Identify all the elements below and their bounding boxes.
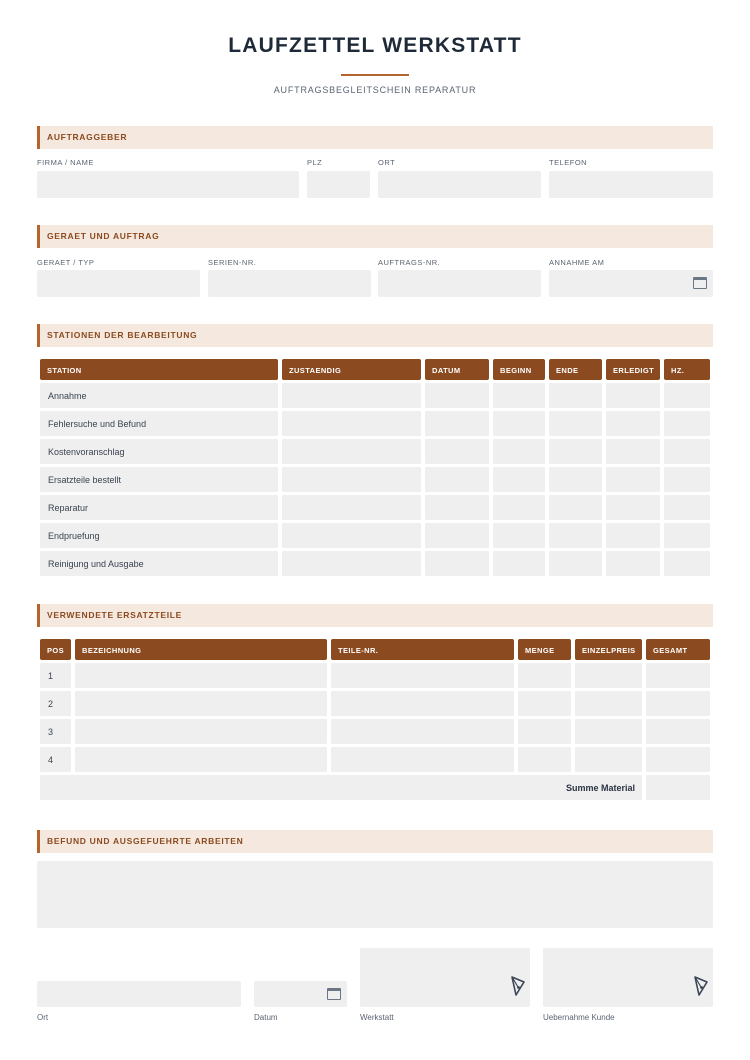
done-cell[interactable]	[606, 495, 660, 520]
part-number-cell[interactable]	[331, 663, 514, 688]
end-cell[interactable]	[549, 439, 602, 464]
start-cell[interactable]	[493, 411, 545, 436]
date-cell[interactable]	[425, 411, 489, 436]
date-cell[interactable]	[425, 439, 489, 464]
station-cell	[40, 467, 278, 492]
section-device	[37, 225, 713, 248]
done-cell[interactable]	[606, 467, 660, 492]
initials-cell[interactable]	[664, 439, 710, 464]
section-client-title: AUFTRAGGEBER	[47, 132, 128, 142]
findings-textarea[interactable]	[37, 861, 713, 928]
end-cell[interactable]	[549, 523, 602, 548]
start-cell[interactable]	[493, 495, 545, 520]
description-cell[interactable]	[75, 747, 327, 772]
start-cell[interactable]	[493, 383, 545, 408]
workshop-signature-field[interactable]	[360, 948, 530, 1007]
pos-cell	[40, 747, 71, 772]
label-device-type: GERAET / TYP	[37, 258, 95, 267]
station-cell	[40, 523, 278, 548]
page-subtitle: AUFTRAGSBEGLEITSCHEIN REPARATUR	[273, 85, 477, 95]
station-cell	[40, 439, 278, 464]
page-title: LAUFZETTEL WERKSTATT	[228, 34, 522, 57]
pos-cell	[40, 719, 71, 744]
col-station: STATION	[40, 359, 278, 380]
unit-price-cell[interactable]	[575, 691, 642, 716]
end-cell[interactable]	[549, 551, 602, 576]
end-cell[interactable]	[549, 495, 602, 520]
serial-field[interactable]	[208, 270, 371, 297]
responsible-cell[interactable]	[282, 467, 421, 492]
col-end: ENDE	[549, 359, 602, 380]
col-total: GESAMT	[646, 639, 710, 660]
order-number-field[interactable]	[378, 270, 541, 297]
done-cell[interactable]	[606, 551, 660, 576]
station-name: Annahme	[48, 391, 87, 401]
total-cell[interactable]	[646, 691, 710, 716]
label-date: Datum	[254, 1013, 278, 1022]
pos-cell	[40, 691, 71, 716]
date-cell[interactable]	[425, 495, 489, 520]
quantity-cell[interactable]	[518, 663, 571, 688]
col-responsible: ZUSTAENDIG	[282, 359, 421, 380]
station-cell	[40, 495, 278, 520]
pen-icon	[693, 975, 709, 997]
section-device-title: GERAET UND AUFTRAG	[47, 231, 160, 241]
title-divider	[341, 74, 409, 76]
description-cell[interactable]	[75, 663, 327, 688]
total-cell[interactable]	[646, 663, 710, 688]
station-name: Reinigung und Ausgabe	[48, 559, 144, 569]
col-start: BEGINN	[493, 359, 545, 380]
pos-number: 3	[48, 727, 54, 737]
initials-cell[interactable]	[664, 411, 710, 436]
station-name: Kostenvoranschlag	[48, 447, 125, 457]
end-cell[interactable]	[549, 411, 602, 436]
end-cell[interactable]	[549, 467, 602, 492]
date-cell[interactable]	[425, 551, 489, 576]
received-date-field[interactable]	[549, 270, 713, 297]
place-field[interactable]	[37, 981, 241, 1007]
col-done: ERLEDIGT	[606, 359, 660, 380]
initials-cell[interactable]	[664, 467, 710, 492]
station-name: Reparatur	[48, 503, 89, 513]
done-cell[interactable]	[606, 523, 660, 548]
pos-cell	[40, 663, 71, 688]
label-city: ORT	[378, 158, 396, 167]
label-workshop: Werkstatt	[360, 1013, 394, 1022]
end-cell[interactable]	[549, 383, 602, 408]
station-name: Endpruefung	[48, 531, 100, 541]
station-cell	[40, 411, 278, 436]
quantity-cell[interactable]	[518, 691, 571, 716]
quantity-cell[interactable]	[518, 719, 571, 744]
responsible-cell[interactable]	[282, 523, 421, 548]
section-findings	[37, 830, 713, 853]
label-customer-pickup: Uebernahme Kunde	[543, 1013, 615, 1022]
city-field[interactable]	[378, 171, 541, 198]
station-cell	[40, 551, 278, 576]
customer-signature-field[interactable]	[543, 948, 713, 1007]
label-serial: SERIEN-NR.	[208, 258, 257, 267]
done-cell[interactable]	[606, 439, 660, 464]
initials-cell[interactable]	[664, 523, 710, 548]
sum-material-label: Summe Material	[565, 783, 635, 793]
zip-field[interactable]	[307, 171, 370, 198]
responsible-cell[interactable]	[282, 411, 421, 436]
col-part-number: TEILE-NR.	[331, 639, 514, 660]
sum-row	[40, 775, 642, 800]
start-cell[interactable]	[493, 551, 545, 576]
label-received-on: ANNAHME AM	[549, 258, 605, 267]
company-name-field[interactable]	[37, 171, 299, 198]
section-stations-title: STATIONEN DER BEARBEITUNG	[47, 330, 198, 340]
calendar-icon[interactable]	[693, 277, 707, 289]
section-parts-title: VERWENDETE ERSATZTEILE	[47, 610, 183, 620]
col-unit-price: EINZELPREIS	[575, 639, 642, 660]
col-quantity: MENGE	[518, 639, 571, 660]
label-order-number: AUFTRAGS-NR.	[378, 258, 441, 267]
description-cell[interactable]	[75, 691, 327, 716]
col-initials: HZ.	[664, 359, 710, 380]
sum-material-value[interactable]	[646, 775, 710, 800]
initials-cell[interactable]	[664, 383, 710, 408]
start-cell[interactable]	[493, 523, 545, 548]
col-pos: POS	[40, 639, 71, 660]
done-cell[interactable]	[606, 383, 660, 408]
section-parts	[37, 604, 713, 627]
quantity-cell[interactable]	[518, 747, 571, 772]
description-cell[interactable]	[75, 719, 327, 744]
date-cell[interactable]	[425, 467, 489, 492]
device-type-field[interactable]	[37, 270, 200, 297]
part-number-cell[interactable]	[331, 691, 514, 716]
section-stations	[37, 324, 713, 347]
station-name: Fehlersuche und Befund	[48, 419, 147, 429]
responsible-cell[interactable]	[282, 383, 421, 408]
total-cell[interactable]	[646, 747, 710, 772]
unit-price-cell[interactable]	[575, 747, 642, 772]
station-name: Ersatzteile bestellt	[48, 475, 122, 485]
label-place: Ort	[37, 1013, 49, 1022]
col-description: BEZEICHNUNG	[75, 639, 327, 660]
label-zip: PLZ	[307, 158, 323, 167]
pos-number: 1	[48, 671, 54, 681]
col-date: DATUM	[425, 359, 489, 380]
section-findings-title: BEFUND UND AUSGEFUEHRTE ARBEITEN	[47, 836, 244, 846]
unit-price-cell[interactable]	[575, 663, 642, 688]
responsible-cell[interactable]	[282, 551, 421, 576]
responsible-cell[interactable]	[282, 439, 421, 464]
date-field[interactable]	[254, 981, 347, 1007]
initials-cell[interactable]	[664, 551, 710, 576]
start-cell[interactable]	[493, 467, 545, 492]
responsible-cell[interactable]	[282, 495, 421, 520]
date-cell[interactable]	[425, 523, 489, 548]
date-cell[interactable]	[425, 383, 489, 408]
label-company-name: FIRMA / NAME	[37, 158, 94, 167]
part-number-cell[interactable]	[331, 719, 514, 744]
section-client	[37, 126, 713, 149]
part-number-cell[interactable]	[331, 747, 514, 772]
station-cell	[40, 383, 278, 408]
total-cell[interactable]	[646, 719, 710, 744]
label-phone: TELEFON	[549, 158, 588, 167]
unit-price-cell[interactable]	[575, 719, 642, 744]
initials-cell[interactable]	[664, 495, 710, 520]
calendar-icon[interactable]	[327, 988, 341, 1000]
start-cell[interactable]	[493, 439, 545, 464]
phone-field[interactable]	[549, 171, 713, 198]
pos-number: 4	[48, 755, 54, 765]
pen-icon	[510, 975, 526, 997]
pos-number: 2	[48, 699, 54, 709]
done-cell[interactable]	[606, 411, 660, 436]
